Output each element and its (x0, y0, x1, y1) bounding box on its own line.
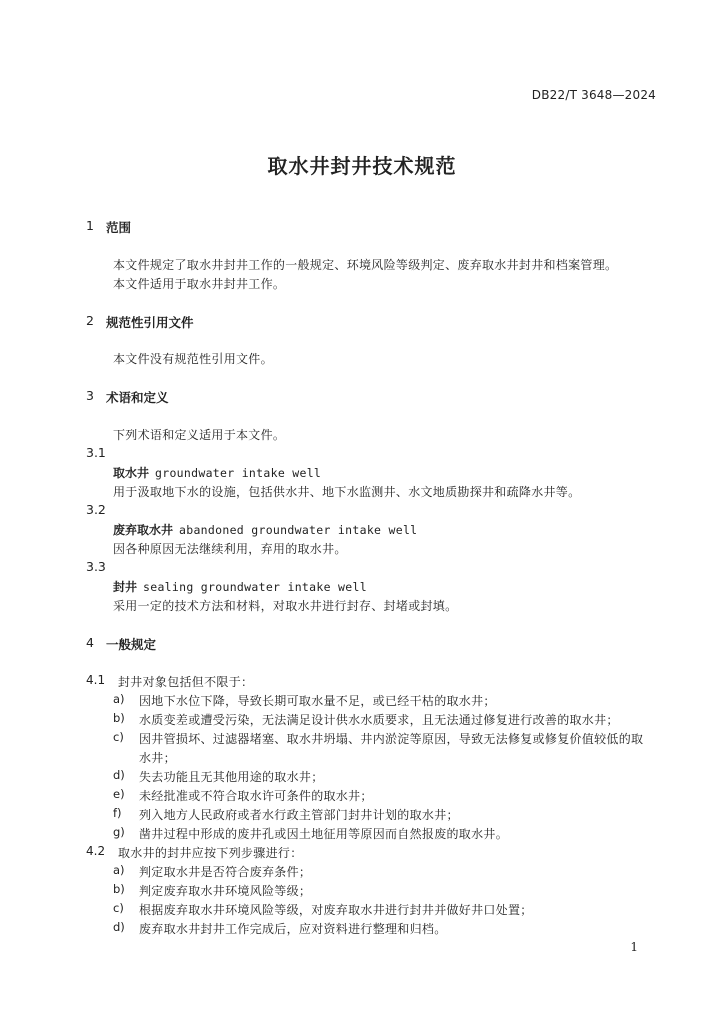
term-3-1-definition: 用于汲取地下水的设施，包括供水井、地下水监测井、水文地质勘探井和疏降水井等。 (113, 485, 581, 499)
list-item: 因井管损坏、过滤器堵塞、取水井坍塌、井内淤淀等原因，导致无法修复或修复价值较低的取 (139, 732, 644, 746)
list-item-marker: c) (113, 730, 124, 744)
term-chinese: 封井 (113, 580, 138, 594)
list-item: 判定废弃取水井环境风险等级； (139, 884, 312, 898)
page-number: 1 (630, 940, 638, 954)
term-3-3-heading (113, 578, 367, 595)
list-item-marker: g) (113, 825, 125, 839)
section-4-number: 4 (86, 635, 94, 650)
term-english: sealing groundwater intake well (143, 580, 367, 594)
list-item-marker: a) (113, 692, 125, 706)
term-3-2-number: 3.2 (86, 502, 106, 517)
list-item-marker: e) (113, 787, 125, 801)
term-3-3-definition: 采用一定的技术方法和材料，对取水井进行封存、封堵或封填。 (113, 599, 458, 613)
list-item-marker: b) (113, 882, 125, 896)
section-2-title: 规范性引用文件 (106, 315, 194, 330)
section-4-title: 一般规定 (106, 637, 157, 652)
list-item-marker: d) (113, 920, 125, 934)
clause-4-1-text: 封井对象包括但不限于： (118, 675, 254, 689)
list-item-marker: a) (113, 863, 125, 877)
list-item: 因地下水位下降，导致长期可取水量不足，或已经干枯的取水井； (139, 694, 496, 708)
section-1-number: 1 (86, 218, 94, 233)
list-item: 凿井过程中形成的废井孔或因土地征用等原因而自然报废的取水井。 (139, 827, 509, 841)
section-3-title: 术语和定义 (106, 390, 169, 405)
list-item: 废弃取水井封井工作完成后，应对资料进行整理和归档。 (139, 922, 447, 936)
list-item: 水质变差或遭受污染，无法满足设计供水水质要求，且无法通过修复进行改善的取水井； (139, 713, 619, 727)
term-3-1-heading (113, 464, 321, 481)
list-item: 判定取水井是否符合废弃条件； (139, 865, 312, 879)
clause-4-2-text: 取水井的封井应按下列步骤进行： (118, 846, 303, 860)
term-3-3-number: 3.3 (86, 559, 106, 574)
list-item-marker: c) (113, 901, 124, 915)
list-item: 失去功能且无其他用途的取水井； (139, 770, 324, 784)
term-english: abandoned groundwater intake well (179, 523, 418, 537)
list-item-marker: d) (113, 768, 125, 782)
section-1-title: 范围 (106, 220, 132, 235)
term-chinese: 取水井 (113, 466, 150, 480)
list-item: 根据废弃取水井环境风险等级，对废弃取水井进行封井并做好井口处置； (139, 903, 533, 917)
term-3-1-number: 3.1 (86, 445, 106, 460)
list-item-continuation: 水井； (139, 751, 176, 765)
clause-4-2-number: 4.2 (86, 844, 106, 858)
term-3-2-definition: 因各种原因无法继续利用，弃用的取水井。 (113, 542, 347, 556)
list-item-marker: b) (113, 711, 125, 725)
term-chinese: 废弃取水井 (113, 523, 174, 537)
section-2-paragraph-1: 本文件没有规范性引用文件。 (113, 352, 273, 366)
section-1-paragraph-2: 本文件适用于取水井封井工作。 (113, 277, 286, 291)
document-title: 取水井封井技术规范 (267, 154, 457, 178)
term-3-2-heading (113, 521, 417, 538)
section-3-number: 3 (86, 388, 94, 403)
list-item: 列入地方人民政府或者水行政主管部门封井计划的取水井； (139, 808, 459, 822)
section-2-number: 2 (86, 313, 94, 328)
section-3-intro: 下列术语和定义适用于本文件。 (113, 428, 286, 442)
list-item-marker: f) (113, 806, 122, 820)
document-code: DB22/T 3648—2024 (531, 88, 656, 102)
section-1-paragraph-1: 本文件规定了取水井封井工作的一般规定、环境风险等级判定、废弃取水井封井和档案管理。 (113, 258, 618, 272)
list-item: 未经批准或不符合取水许可条件的取水井； (139, 789, 373, 803)
term-english: groundwater intake well (155, 466, 322, 480)
clause-4-1-number: 4.1 (86, 673, 106, 687)
